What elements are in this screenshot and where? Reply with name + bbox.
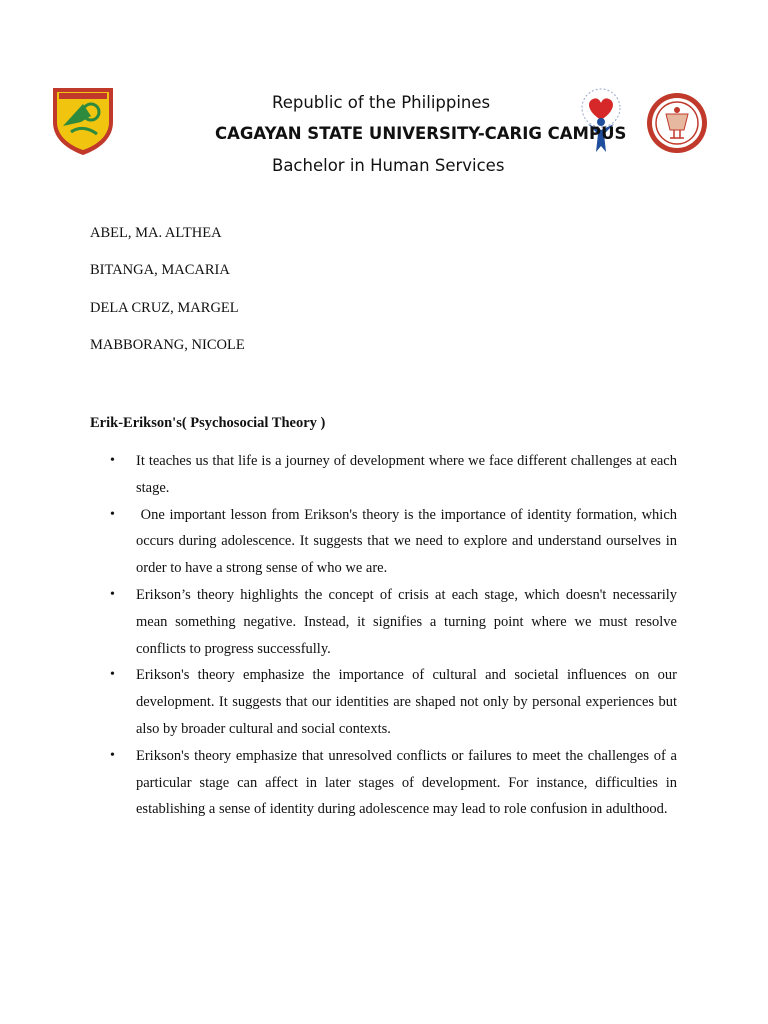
list-item (110, 662, 677, 742)
bullet-icon: • (110, 453, 115, 468)
member-name: ABEL, MA. ALTHEA (90, 225, 222, 241)
bullet-icon: • (110, 506, 115, 522)
university-seal-logo (51, 86, 115, 156)
section-title: Erik-Erikson's( Psychosocial Theory ) (90, 415, 326, 431)
point-text: It teaches us that life is a journey of development where we face different challenges at each stage. (136, 453, 677, 496)
member-name: MABBORANG, NICOLE (90, 336, 245, 353)
point-text: Erikson’s theory highlights the concept of crisis at each stage, which doesn't necessarily mean something negative. Instead, it signifies a turning point where we must resolve conflicts to progress successfully. (136, 586, 677, 657)
theory-points-list (110, 448, 681, 823)
bullet-icon: • (110, 747, 115, 763)
list-item (110, 502, 681, 582)
point-text: Erikson's theory emphasize that unresolved conflicts or failures to meet the challenges of a particular stage can affect in later stages of development. For instance, difficulties in establishing a sense of identity during adolescence may lead to role confusion in adulthood. (136, 747, 677, 818)
point-text: Erikson's theory emphasize the importance of cultural and societal influences on our development. It suggests that our identities are shaped not only by personal experiences but also by broader cultural and social contexts. (136, 667, 677, 737)
bullet-icon: • (110, 586, 115, 602)
header-university: CAGAYAN STATE UNIVERSITY-CARIG CAMPUS (215, 124, 627, 143)
list-item (110, 448, 677, 502)
list-item (110, 582, 677, 662)
list-item (110, 743, 677, 823)
header-program: Bachelor in Human Services (272, 156, 505, 175)
bullet-icon: • (110, 667, 115, 683)
member-name: DELA CRUZ, MARGEL (90, 299, 239, 316)
member-list (90, 224, 245, 373)
member-name: BITANGA, MACARIA (90, 262, 230, 279)
point-text: One important lesson from Erikson's theory is the importance of identity formation, which occurs during adolescence. It suggests that we need to explore and understand ourselves in order to have a strong sense of who we are. (136, 506, 681, 577)
header-republic: Republic of the Philippines (272, 93, 491, 112)
